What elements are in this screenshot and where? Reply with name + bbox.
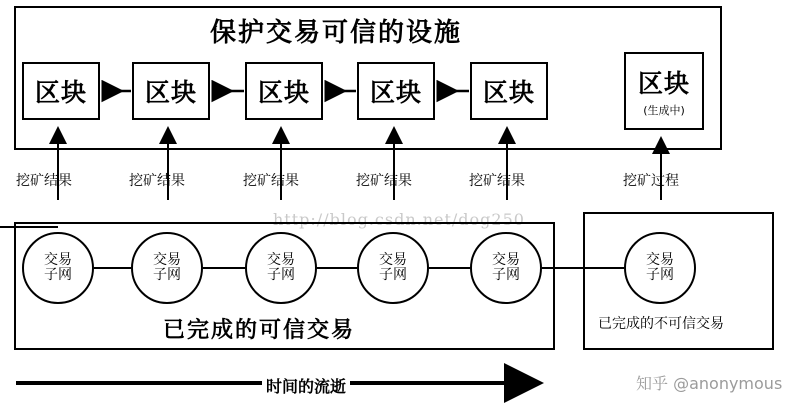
subnet-node-5-line1: 交易 [492,251,520,268]
right-panel-note: 已完成的不可信交易 [598,316,724,332]
block-2-label: 区块 [144,78,197,107]
block-1-label: 区块 [34,78,87,107]
subnet-node-pending [624,232,696,304]
mining-label-5: 挖矿结果 [469,173,525,189]
subnet-node-5 [470,232,542,304]
mining-label-1: 挖矿结果 [16,173,72,189]
block-4 [357,62,435,120]
subnet-node-4 [357,232,429,304]
subnet-node-1-line2: 子网 [44,267,72,283]
subnet-node-4-line2: 子网 [379,267,407,283]
block-pending [624,52,704,130]
mining-process-label: 挖矿过程 [623,173,679,189]
subnet-node-2-line2: 子网 [153,267,181,283]
block-pending-sublabel: (生成中) [643,104,685,117]
subnet-node-2-line1: 交易 [153,251,181,268]
block-1 [22,62,100,120]
subnet-node-5-line2: 子网 [492,267,520,283]
block-2 [132,62,210,120]
subnet-node-4-line1: 交易 [379,251,407,268]
subnet-node-1 [22,232,94,304]
subnet-node-pending-line1: 交易 [646,251,674,268]
subnet-node-pending-line2: 子网 [646,267,674,283]
block-5-label: 区块 [482,78,535,107]
block-3-label: 区块 [257,78,310,107]
subnet-node-3 [245,232,317,304]
block-4-label: 区块 [369,78,422,107]
timeline-label: 时间的流逝 [262,374,350,397]
bottom-panel-title: 已完成的可信交易 [163,318,356,343]
subnet-node-2 [131,232,203,304]
subnet-node-1-line1: 交易 [44,251,72,268]
block-3 [245,62,323,120]
watermark-text: http://blog.csdn.net/dog250 [273,210,525,229]
block-5 [470,62,548,120]
mining-label-2: 挖矿结果 [129,173,185,189]
subnet-node-3-line2: 子网 [267,267,295,283]
top-panel-title: 保护交易可信的设施 [210,18,463,48]
mining-label-3: 挖矿结果 [243,173,299,189]
subnet-node-3-line1: 交易 [267,251,295,268]
credit-text: 知乎 @anonymous [636,374,783,393]
block-pending-label: 区块 [637,69,690,98]
mining-label-4: 挖矿结果 [356,173,412,189]
